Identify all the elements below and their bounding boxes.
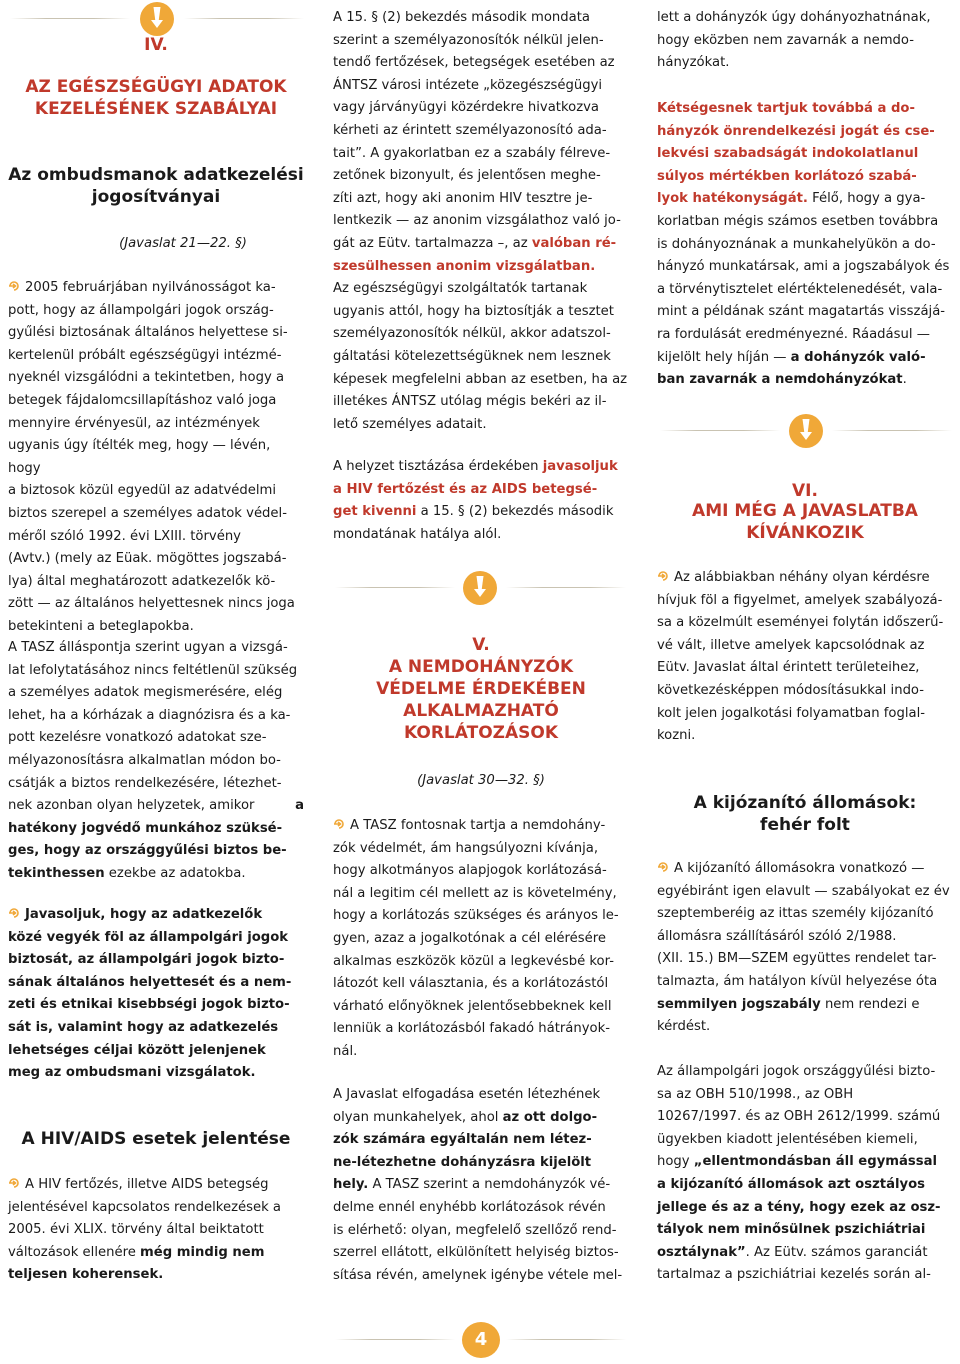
inline-text: . bbox=[902, 372, 907, 388]
text-line: is dohányoznának a munkahelyükön a do- bbox=[657, 236, 936, 252]
text-line: jellege és az a tény, hogy ezek az osz- bbox=[657, 1199, 941, 1215]
text-line: Az állampolgári jogok országgyűlési bizto- bbox=[657, 1064, 936, 1079]
section-title bbox=[8, 76, 304, 120]
text-line: lat lefolytatásához nincs feltétlenül szükség bbox=[8, 662, 298, 678]
text-line: csátják a biztos rendelkezésére, létezhet- bbox=[8, 775, 282, 791]
text-line: lehet, ha a kórházak a diagnózisra és a ka- bbox=[8, 707, 291, 723]
inline-text: gát az Eütv. tartalmazza –, az bbox=[333, 235, 532, 251]
text-line: hatékony jogvédő munkához szüksé- bbox=[8, 820, 283, 836]
inline-text: . Az Eütv. számos garanciát bbox=[745, 1244, 928, 1260]
section-number: VI. bbox=[792, 481, 818, 501]
paragraph-anonymous-test bbox=[333, 7, 629, 436]
inline-text: Félő, hogy a gya- bbox=[807, 191, 926, 207]
text-line: hányzókat. bbox=[657, 55, 730, 71]
paragraph-proposal-hiv bbox=[333, 456, 629, 546]
text-line: kolt jelen jogalkotási folyamatban foglal- bbox=[657, 705, 926, 721]
paragraph-commissioner bbox=[657, 1061, 953, 1287]
subheading-sobering bbox=[657, 792, 953, 836]
text-line: ges, hogy az országgyűlési biztos be- bbox=[8, 843, 287, 859]
arrow-bullet-icon bbox=[657, 861, 669, 873]
text-line: kérheti az érintett személyazonosító ada- bbox=[333, 122, 607, 138]
paragraph-nonsmokers bbox=[333, 815, 629, 1064]
text-line: tait”. A gyakorlatban ez a szabály félreve- bbox=[333, 145, 611, 161]
text-line: zeti és etnikai kisebbségi jogok bizto- bbox=[8, 997, 290, 1013]
text-line: következésképpen módosításukkal indo- bbox=[657, 682, 925, 698]
inline-bold: get kivenni bbox=[333, 504, 417, 520]
text-line: KORLÁTOZÁSOK bbox=[403, 723, 559, 743]
divider-mid-right bbox=[506, 587, 626, 588]
text-line: kozni. bbox=[657, 728, 696, 744]
text-line: lentkezik — az anonim vizsgálathoz való jo- bbox=[333, 213, 621, 229]
text-line: hányzó munkatársak, ami a jogszabályok és bbox=[657, 259, 950, 275]
text-line: tendő fertőzések, betegségek esetében az bbox=[333, 55, 615, 71]
inline-text: változások ellenére bbox=[8, 1244, 141, 1260]
inline-text: kérdést. bbox=[657, 1019, 711, 1035]
text-line: A NEMDOHÁNYZÓK bbox=[388, 657, 574, 677]
text-line: A kijózanító állomásokra vonatkozó — bbox=[657, 858, 953, 881]
text-line: nál. bbox=[333, 1043, 358, 1059]
arrow-bullet-icon bbox=[8, 907, 20, 919]
inline-bold: javasoljuk bbox=[542, 459, 618, 474]
text-line: ügyekben kiadott jelentésében kiemeli, bbox=[657, 1131, 918, 1147]
text-line: biztosát, az állampolgári jogok bizto- bbox=[8, 952, 285, 968]
paragraph-continued bbox=[657, 7, 953, 75]
text-line: állomásra szállításáról szóló 2/1988. bbox=[657, 928, 897, 944]
inline-text: kijelölt hely híján — bbox=[657, 349, 791, 365]
law-reference: (Javaslat 30—32. §) bbox=[417, 773, 545, 788]
inline-text: ezekbe az adatokba. bbox=[104, 865, 246, 881]
text-line: sítása révén, amelynek igénybe vétele mel- bbox=[333, 1267, 623, 1283]
text-line: a törvénytisztelet elértéktelenedését, vala- bbox=[657, 281, 943, 297]
text-line: ÁNTSZ városi intézete „közegészségügyi bbox=[333, 77, 603, 93]
divider-right-left bbox=[660, 430, 780, 431]
text-line: lenniük a korlátozásból fakadó hátrányok- bbox=[333, 1021, 611, 1037]
text-line: Az egészségügyi szolgáltatók tartanak bbox=[333, 281, 588, 297]
text-line: ALKALMAZHATÓ bbox=[403, 701, 559, 721]
inline-bold: ban zavarnák a nemdohányzókat bbox=[657, 372, 903, 388]
inline-bold: még mindig nem bbox=[140, 1244, 265, 1260]
subheading-line: jogosítványai bbox=[91, 187, 221, 207]
inline-bold: „ellentmondásban áll egymással bbox=[693, 1154, 938, 1170]
text-line: ne-létezhetne dohányzásra kijelölt bbox=[333, 1154, 592, 1170]
paragraph-proposal-1 bbox=[8, 904, 304, 1085]
text-line: zetőnek bizonyult, és jelentősen meghe- bbox=[333, 168, 601, 184]
exclamation-icon bbox=[139, 1, 175, 37]
text-line: VÉDELME ÉRDEKÉBEN bbox=[376, 679, 586, 699]
text-line: zött — az általános helyettesnek nincs joga bbox=[8, 596, 295, 612]
text-line: A HIV fertőzés, illetve AIDS betegség bbox=[8, 1174, 304, 1197]
inline-bold: lyok hatékonyságát. bbox=[657, 191, 808, 207]
section-number: V. bbox=[472, 635, 490, 655]
text-line: hogy eközben nem zavarnák a nemdo- bbox=[657, 32, 914, 48]
text-line: biztos szerepel a személyes adatok védel- bbox=[8, 505, 287, 521]
paragraph-sobering bbox=[657, 858, 953, 1039]
text-line: súlyos mértékben korlátozó szabá- bbox=[657, 168, 917, 184]
arrow-bullet-icon bbox=[8, 1177, 20, 1189]
text-line: nek azonban olyan helyzetek, amikor bbox=[8, 798, 255, 814]
text-line: delme ennél enyhébb korlátozások révén bbox=[333, 1199, 606, 1215]
law-reference: (Javaslat 21—22. §) bbox=[119, 236, 247, 251]
inline-text: nem rendezi e bbox=[820, 996, 920, 1012]
text-line: zók védelmét, ám hangsúlyozni kívánja, bbox=[333, 840, 599, 856]
text-line: a biztosok közül egyedül az adatvédelmi bbox=[8, 483, 277, 499]
text-line: Az alábbiakban néhány olyan kérdésre bbox=[657, 567, 953, 590]
arrow-bullet-icon bbox=[333, 818, 345, 830]
text-line: tályok nem minősülnek pszichiátriai bbox=[657, 1222, 926, 1238]
text-line: fehér folt bbox=[760, 815, 850, 835]
text-line: zíti azt, hogy aki anonim HIV tesztre je- bbox=[333, 190, 593, 206]
text-line: gáltatási kötelezettségüknek nem lesznek bbox=[333, 348, 611, 364]
text-line: Eütv. Javaslat által érintett területeihez, bbox=[657, 660, 920, 676]
paragraph-hiv bbox=[8, 1174, 304, 1287]
text-line: zók számára egyáltalán nem létez- bbox=[333, 1132, 592, 1148]
inline-text: hogy bbox=[657, 1154, 694, 1170]
divider-right-right bbox=[832, 430, 952, 431]
text-line: lekvési szabadságát indokolatlanul bbox=[657, 146, 919, 162]
text-line: lehetséges céljai között jelenjenek bbox=[8, 1042, 266, 1058]
text-line: sát is, valamint hogy az adatkezelés bbox=[8, 1019, 279, 1035]
text-line: KÍVÁNKOZIK bbox=[746, 523, 864, 543]
text-line: 10267/1997. és az OBH 2612/1999. számú bbox=[657, 1109, 941, 1125]
inline-text: A Javaslat elfogadása esetén létezhének bbox=[333, 1087, 601, 1102]
text-line: pott kezelésre vonatkozó adatokat sze- bbox=[8, 730, 267, 746]
inline-text: olyan munkahelyek, ahol bbox=[333, 1109, 503, 1125]
arrow-bullet-icon bbox=[657, 570, 669, 582]
text-line: Kétségesnek tartjuk továbbá a do- bbox=[657, 101, 915, 116]
text-line: illetékes ÁNTSZ utólag mégis bekéri az il- bbox=[333, 394, 607, 410]
inline-bold: hely. bbox=[333, 1177, 369, 1193]
section-number: IV. bbox=[144, 35, 168, 55]
section-title-line: KEZELÉSÉNEK SZABÁLYAI bbox=[34, 99, 278, 119]
paragraph-workplaces bbox=[333, 1084, 629, 1287]
text-line: korlatban mégis számos esetben továbbra bbox=[657, 213, 939, 229]
inline-text: mondatának hatálya alól. bbox=[333, 526, 502, 542]
text-line: sa az OBH 510/1998., az OBH bbox=[657, 1086, 854, 1102]
inline-bold: teljesen koherensek. bbox=[8, 1267, 164, 1283]
inline-bold: semmilyen jogszabály bbox=[657, 996, 821, 1012]
text-line: méről szóló 1992. évi LXIII. törvény bbox=[8, 528, 241, 544]
page-number: 4 bbox=[462, 1322, 500, 1358]
paragraph-doubtful bbox=[657, 98, 953, 392]
text-line: ugyanis attól, hogy ha biztosítják a tesztet bbox=[333, 303, 614, 319]
text-line: ugyanis úgy ítélték meg, hogy — lévén, hogy bbox=[8, 438, 271, 476]
inline-text: a 15. § (2) bekezdés második bbox=[416, 504, 614, 520]
text-line: 2005 februárjában nyilvánosságot ka- bbox=[8, 277, 304, 300]
subheading-hiv: A HIV/AIDS esetek jelentése bbox=[21, 1129, 291, 1149]
inline-bold: tekinthessen bbox=[8, 865, 105, 881]
text-line: talmazta, ám hatályon kívül helyezése óta bbox=[657, 973, 938, 989]
text-line: (XII. 15.) BM—SZEM együttes rendelet tar- bbox=[657, 951, 937, 967]
divider-mid-left bbox=[335, 587, 455, 588]
text-line: gyen, azaz a jogalkotónak a cél elérésére bbox=[333, 930, 606, 946]
text-line: A TASZ fontosnak tartja a nemdohány- bbox=[333, 815, 629, 838]
text-line: hányzók önrendelkezési jogát és cse- bbox=[657, 123, 935, 139]
text-line: személyazonosítók nélkül, akkor adatszol- bbox=[333, 326, 611, 342]
text-line: ra fordulását eredményezné. Ráadásul — bbox=[657, 326, 930, 342]
text-line: sának általános helyettesét és a nem- bbox=[8, 974, 292, 990]
text-line: a kijózanító állomások azt osztályos bbox=[657, 1176, 925, 1192]
text-line: sa a közelmúlt eseményei folytán időszerű- bbox=[657, 615, 944, 631]
text-line: mint a példának szánt magatartás visszájá- bbox=[657, 304, 946, 320]
text-line: a személyes adatok megismerésére, elég bbox=[8, 685, 283, 701]
text-line: meg az ombudsmani vizsgálatok. bbox=[8, 1065, 256, 1081]
inline-bold: szesülhessen anonim vizsgálatban. bbox=[333, 258, 596, 274]
inline-bold: valóban ré- bbox=[531, 235, 617, 251]
text-line: gyűlési biztosának általános helyettese si- bbox=[8, 325, 288, 341]
text-line: mennyire érvényesül, az intézmények bbox=[8, 415, 260, 431]
text-line: A TASZ álláspontja szerint ugyan a vizsgá- bbox=[8, 640, 288, 655]
text-line: pott, hogy az állampolgári jogok ország- bbox=[8, 302, 274, 318]
text-line: nál a legitim cél mellett az is követelmény, bbox=[333, 885, 617, 901]
text-line: kertelenül próbált egészségügyi intézmé- bbox=[8, 347, 282, 363]
text-line: látozót kell választania, és a korlátozástól bbox=[333, 976, 609, 992]
arrow-bullet-icon bbox=[8, 280, 20, 292]
inline-bold: a bbox=[295, 798, 304, 814]
inline-bold: osztálynak” bbox=[657, 1244, 746, 1260]
section-title bbox=[657, 500, 953, 544]
inline-bold: a HIV fertőzést és az AIDS betegsé- bbox=[333, 481, 598, 497]
text-line: betegek fájdalomcsillapításhoz való joga bbox=[8, 392, 277, 408]
text-line: A kijózanító állomások: bbox=[693, 793, 917, 813]
text-line: (Avtv.) (mely az Eüak. mögöttes jogszabá- bbox=[8, 551, 287, 567]
section-title-line: AZ EGÉSZSÉGÜGYI ADATOK bbox=[25, 77, 287, 97]
paragraph-tasz-position bbox=[8, 637, 304, 886]
text-line: szerrel ellátott, elkülönített helyiség biztos- bbox=[333, 1245, 619, 1261]
text-line: hogy alkotmányos alapjogok korlátozásá- bbox=[333, 863, 607, 879]
text-line: lett a dohányzók úgy dohányozhatnának, bbox=[657, 10, 931, 25]
subheading bbox=[8, 164, 304, 208]
text-line: mélyazonosításra alkalmatlan módon bo- bbox=[8, 752, 281, 768]
text-line: jelentésével kapcsolatos rendelkezések a bbox=[8, 1199, 282, 1215]
divider-bottom-left bbox=[335, 1339, 455, 1340]
inline-text: A helyzet tisztázása érdekében bbox=[333, 459, 543, 474]
section-title bbox=[333, 656, 629, 744]
text-line: 2005. évi XLIX. törvény által beiktatott bbox=[8, 1222, 264, 1238]
text-line: hívjuk föl a figyelmet, amelyek szabályozá- bbox=[657, 592, 943, 608]
text-line: A 15. § (2) bekezdés második mondata bbox=[333, 10, 590, 25]
paragraph-ombudsman bbox=[8, 277, 304, 639]
text-line: vé vált, illetve amelyek kapcsolódnak az bbox=[657, 637, 925, 653]
inline-text: tartalmaz a pszichiátriai kezelés során al- bbox=[657, 1267, 931, 1283]
exclamation-icon bbox=[788, 413, 824, 449]
inline-bold: az ott dolgo- bbox=[502, 1109, 598, 1125]
text-line: képesek megfelelni abban az esetben, ha az bbox=[333, 371, 628, 387]
inline-text: A TASZ szerint a nemdohányzók vé- bbox=[368, 1177, 611, 1193]
text-line: Javasoljuk, hogy az adatkezelők bbox=[8, 904, 304, 927]
divider-top-right bbox=[184, 18, 304, 19]
text-line: közé vegyék föl az állampolgári jogok bbox=[8, 929, 289, 945]
text-line: szerint a személyazonosítók nélkül jelen- bbox=[333, 32, 604, 48]
text-line: betekinteni a beteglapokba. bbox=[8, 618, 194, 634]
text-line: lya) által meghatározott adatkezelők kö- bbox=[8, 573, 276, 589]
text-line: szeptemberéig az ittas személy kijózanító bbox=[657, 906, 934, 922]
text-line: várható előnyöknek jelentősebbeknek kell bbox=[333, 998, 612, 1014]
text-line: hogy a korlátozás szükséges és arányos le- bbox=[333, 908, 619, 924]
text-line: alkalmas eszközök közül a legkevésbé kor- bbox=[333, 953, 614, 969]
text-line: lető személyes adatait. bbox=[333, 416, 487, 432]
text-line: vagy járványügyi közérdekre hivatkozva bbox=[333, 100, 599, 116]
subheading-line: Az ombudsmanok adatkezelési bbox=[8, 165, 304, 185]
text-line: AMI MÉG A JAVASLATBA bbox=[692, 501, 918, 521]
text-line: nyeknél vizsgálódni a tekintetben, hogy a bbox=[8, 370, 285, 386]
divider-bottom-right bbox=[506, 1339, 626, 1340]
divider-top-left bbox=[10, 18, 130, 19]
inline-bold: a dohányzók való- bbox=[790, 349, 926, 365]
exclamation-icon bbox=[462, 570, 498, 606]
text-line: is elérhető: olyan, megfelelő szellőző rend- bbox=[333, 1222, 617, 1238]
paragraph-other-issues bbox=[657, 567, 953, 748]
text-line: egyébiránt igen elavult — szabályokat ez év bbox=[657, 883, 950, 899]
